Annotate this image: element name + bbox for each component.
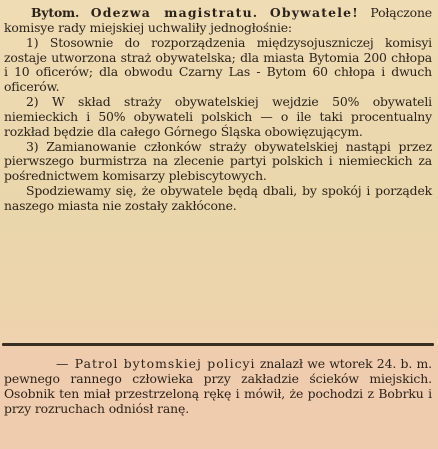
article-intro-paragraph [4,6,432,36]
headline-call: Obywatele! [269,5,359,20]
article-police-patrol [4,357,432,416]
police-article-paragraph [4,357,432,416]
article-body [4,6,432,214]
point-2: 2) W skład straży obywatelskiej wejdzie 50% obywateli niemieckich i 50% obywateli polskich — o ile taki procentualny rozkład będzie dla całego Górnego Śląska obowięzującym. [4,94,432,139]
intro-text: Połączone komisye rady miejskiej uchwaliły jednogłośnie: [4,5,432,35]
police-article-body: znalazł we wtorek 24. b. m. pewnego rannego człowieka przy zakładzie ścieków miejskich. Osobnik ten miał przestrzeloną rękę i mówił, że pochodzi z Bobrku i przy rozruchach odniósł ranę. [4,356,433,416]
article-magistrate-appeal [4,6,432,214]
point-1: 1) Stosownie do rozporządzenia międzysojuszniczej komisyi zostaje utworzona straż obywatelska; dla miasta Bytomia 200 chłopa i 10 oficerów; dla obwodu Czarny Las - Bytom 60 chłopa i dwuch oficerów. [4,34,432,95]
headline-place: Bytom. [31,5,80,20]
closing-paragraph: Spodziewamy się, że obywatele będą dbali, by spokój i porządek naszego miasta nie zostały zakłócone. [4,183,432,213]
headline-title: Odezwa magistratu. [90,5,259,20]
point-3: 3) Zamianowanie członków straży obywatelskiej nastąpi przez pierwszego burmistrza na zlecenie partyi polskich i niemieckich za pośrednictwem komisarzy plebiscytowych. [4,138,432,184]
police-article-lead: — Patrol bytomskiej policyi [56,356,256,371]
